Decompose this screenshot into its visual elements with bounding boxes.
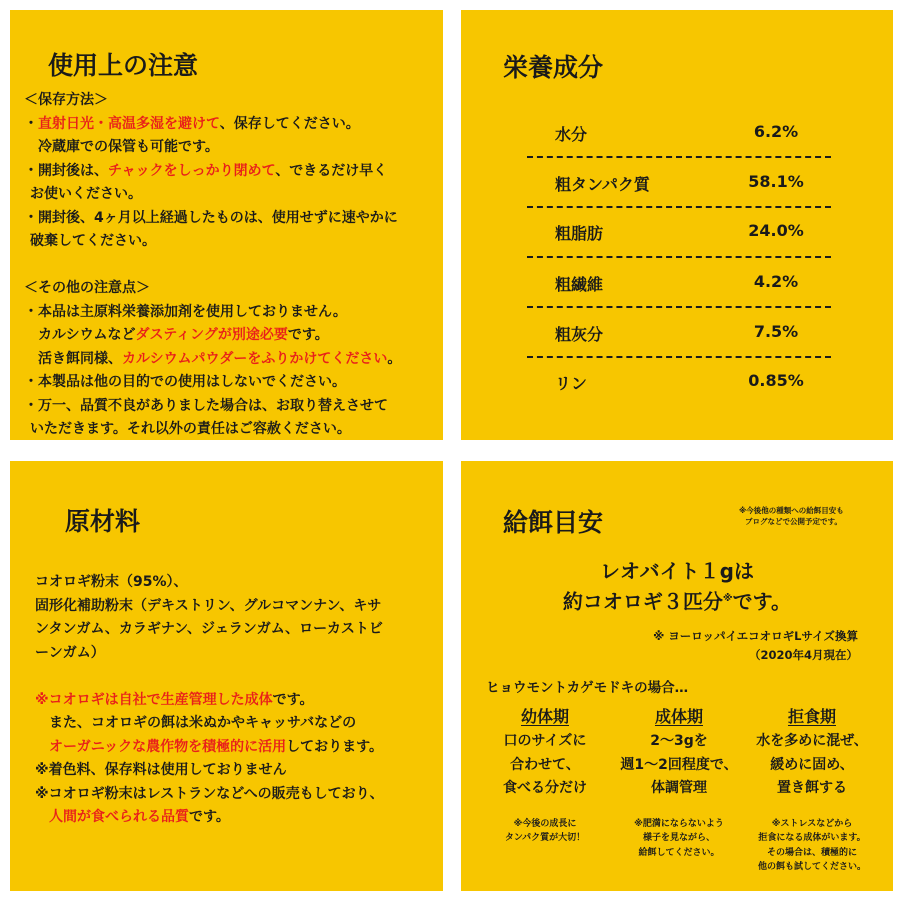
other-item-1-cont: カルシウムなどダスティングが別途必要です。 [38, 327, 329, 343]
nutrient-name: 粗灰分 [555, 325, 604, 344]
ingredients-body [35, 571, 384, 830]
nutrient-name: 粗繊維 [555, 275, 604, 294]
nutrient-value: 24.0% [748, 221, 804, 240]
ingredient-note: ※着色料、保存料は使用しておりません [35, 762, 287, 778]
ingredients-title: 原材料 [65, 507, 141, 536]
other-item-2: ・本製品は他の目的での使用はしないでください。 [24, 374, 346, 390]
caution-body [24, 89, 401, 442]
nutrition-panel [461, 10, 893, 440]
ingredient-note: 人間が食べられる品質です。 [49, 809, 230, 825]
nutrient-value: 58.1% [748, 172, 804, 191]
ingredient-note: オーガニックな農作物を積極的に活用しております。 [49, 738, 384, 755]
column-note: ※ストレスなどから 拒食になる成体がいます。 その場合は、積極的に 他の餌も試してください。 [757, 818, 866, 872]
row-divider [527, 256, 831, 258]
row-divider [527, 356, 831, 358]
row-divider [527, 206, 831, 208]
row-divider [527, 306, 831, 308]
row-divider [527, 156, 831, 158]
nutrient-value: 4.2% [753, 272, 799, 291]
storage-item-3-cont: 破棄してください。 [30, 233, 156, 249]
ingredient-line: 固形化補助粉末（デキストリン、グルコマンナン、キサ [35, 597, 382, 614]
juvenile-column [480, 706, 610, 846]
case-text: ヒョウモントカゲモドキの場合… [486, 680, 689, 696]
ingredients-panel [10, 461, 443, 891]
nutrient-name: 水分 [555, 125, 588, 144]
conversion-note: ※ ヨーロッパイエコオロギLサイズ換算 （2020年4月現在） [653, 629, 858, 662]
storage-item-2: ・開封後は、チャックをしっかり閉めて、できるだけ早く [24, 162, 388, 179]
ingredient-line: ーンガム） [35, 644, 105, 661]
other-item-1: ・本品は主原料栄養添加剤を使用しておりません。 [24, 303, 347, 320]
column-note: ※今後の成長に タンパク質が大切！ [504, 818, 586, 843]
nutrient-value: 7.5% [753, 322, 799, 341]
feeding-headline: レオバイト１gは 約コオロギ３匹分※です。 [562, 559, 792, 614]
storage-item-2-cont: お使いください。 [30, 186, 142, 202]
column-body: 口のサイズに 合わせて、 食べる分だけ [503, 733, 587, 796]
ingredient-note: ※コオロギ粉末はレストランなどへの販売もしており、 [35, 785, 384, 802]
storage-item-3: ・開封後、4ヶ月以上経過したものは、使用せずに速やかに [24, 209, 398, 226]
column-heading: 拒食期 [787, 707, 836, 726]
column-heading: 成体期 [654, 707, 703, 726]
storage-item-1-cont: 冷蔵庫での保管も可能です。 [38, 139, 219, 155]
column-body: 水を多めに混ぜ、 緩めに固め、 置き餌する [756, 733, 868, 796]
nutrient-value: 0.85% [748, 371, 804, 390]
storage-header: ＜保存方法＞ [24, 92, 108, 108]
adult-column [614, 706, 744, 860]
nutrition-title: 栄養成分 [503, 53, 604, 82]
feeding-title: 給餌目安 [503, 508, 604, 537]
other-item-3-cont: いただきます。それ以外の責任はご容赦ください。 [30, 421, 351, 437]
nutrient-name: 粗脂肪 [555, 224, 604, 243]
nutrient-name: リン [555, 374, 588, 393]
feeding-side-note: ※今後他の種類への給餌目安も ブログなどで公開予定です。 [739, 506, 844, 526]
ingredient-line: ンタンガム、カラギナン、ジェランガム、ローカストビ [35, 621, 383, 637]
column-note: ※肥満にならないよう 様子を見ながら、 給餌してください。 [634, 818, 724, 858]
other-header: ＜その他の注意点＞ [24, 280, 150, 296]
ingredient-line: コオロギ粉末（95%）、 [35, 574, 188, 590]
caution-panel [10, 10, 443, 440]
column-body: 2～3gを 週1～2回程度で、 体調管理 [620, 733, 738, 796]
anorexia-column [747, 706, 877, 875]
nutrient-value: 6.2% [753, 122, 799, 141]
caution-title: 使用上の注意 [48, 51, 199, 80]
feeding-panel [461, 461, 893, 891]
other-item-3: ・万一、品質不良がありました場合は、お取り替えさせて [24, 397, 388, 414]
ingredient-note: また、コオロギの餌は米ぬかやキャッサバなどの [49, 715, 357, 731]
storage-item-1: ・直射日光・高温多湿を避けて、保存してください。 [24, 115, 360, 132]
nutrient-name: 粗タンパク質 [555, 175, 650, 194]
other-item-1-cont2: 活き餌同様、カルシウムパウダーをふりかけてください。 [38, 350, 402, 367]
ingredient-note: ※コオロギは自社で生産管理した成体です。 [35, 691, 314, 708]
column-heading: 幼体期 [520, 707, 569, 726]
